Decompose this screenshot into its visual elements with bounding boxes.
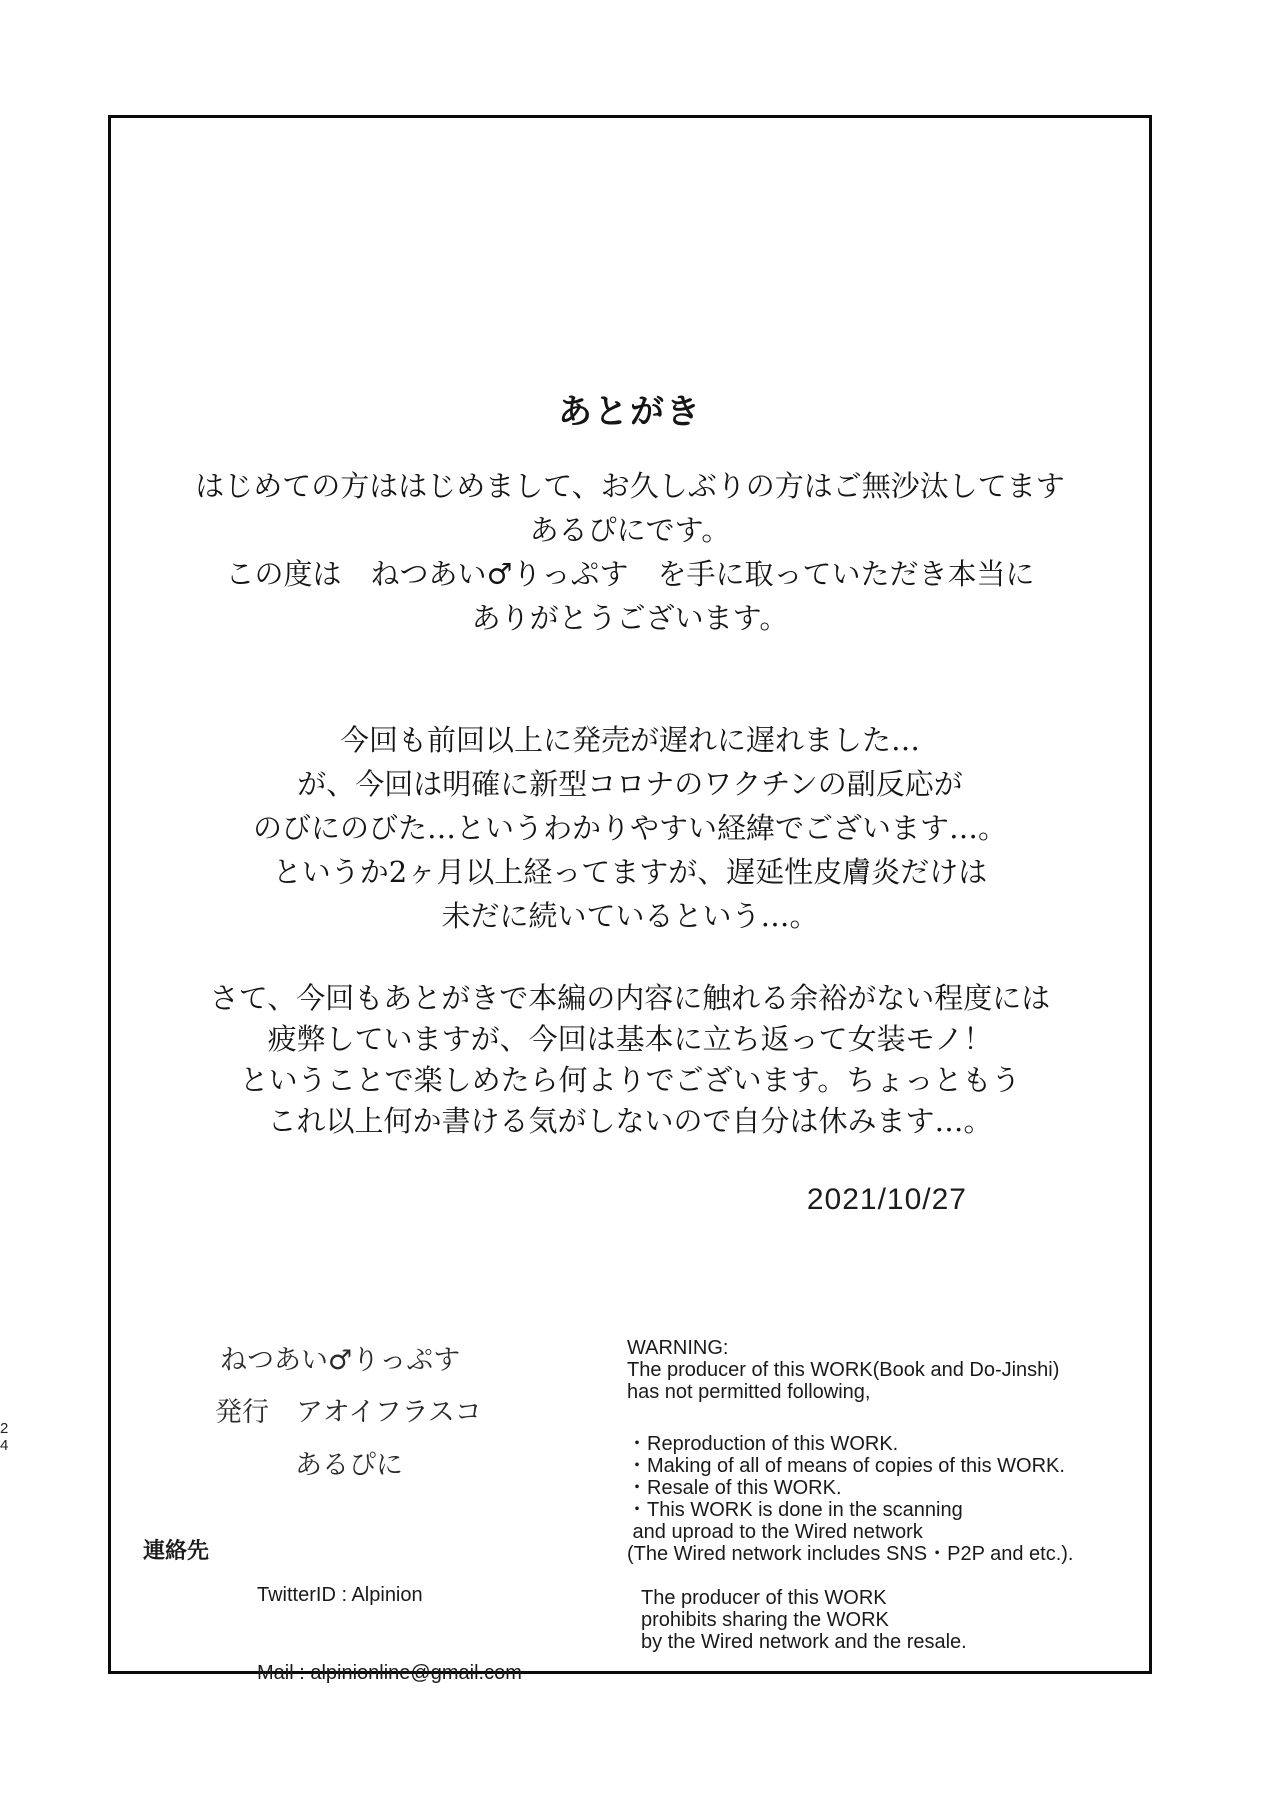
contact-twitter: TwitterID : Alpinion (257, 1584, 423, 1606)
date: 2021/10/27 (806, 1183, 967, 1216)
warning-line-1: The producer of this WORK(Book and Do-Jinshi) (627, 1359, 1060, 1381)
warning-bullet-list (627, 1433, 1073, 1565)
warning-intro (627, 1337, 1059, 1403)
middle-line-2: が、今回は明確に新型コロナのワクチンの副反応が (297, 767, 963, 801)
middle-line-5: 未だに続いているという…。 (441, 899, 819, 933)
middle-line-3: のびにのびた…というわかりやすい経緯でございます…。 (252, 811, 1007, 845)
warning-footer (641, 1587, 967, 1653)
closing-line-1: さて、今回もあとがきで本編の内容に触れる余裕がない程度には (209, 981, 1051, 1015)
warning-bullet-4: ・This WORK is done in the scanning (627, 1499, 963, 1521)
warning-footer-3: by the Wired network and the resale. (641, 1631, 967, 1653)
intro-line-3: この度は ねつあい♂りっぷす を手に取っていただき本当に (225, 557, 1035, 591)
middle-line-4: というか2ヶ月以上経ってますが、遅延性皮膚炎だけは (272, 855, 988, 889)
colophon-work-title: ねつあい♂りっぷす (220, 1345, 461, 1376)
page-border (108, 115, 1152, 1684)
intro-line-1: はじめての方ははじめまして、お久しぶりの方はご無沙汰してます (195, 469, 1065, 503)
warning-heading: WARNING: (627, 1337, 729, 1359)
warning-footer-1: The producer of this WORK (641, 1587, 887, 1609)
contact-mail: Mail : alpinionline@gmail.com (257, 1662, 522, 1684)
closing-line-3: ということで楽しめたら何よりでございます。ちょっともう (239, 1063, 1021, 1097)
closing-line-2: 疲弊していますが、今回は基本に立ち返って女装モノ！ (267, 1022, 993, 1056)
intro-line-2: あるぴにです。 (529, 513, 731, 547)
warning-bullet-2: ・Making of all of means of copies of this WORK. (627, 1455, 1065, 1477)
colophon-author: あるぴに (295, 1450, 403, 1481)
closing-line-4: これ以上何か書ける気がしないので自分は休みます…。 (267, 1104, 993, 1138)
warning-bullet-1: ・Reproduction of this WORK. (627, 1433, 899, 1455)
warning-bullet-6: (The Wired network includes SNS・P2P and etc.). (627, 1543, 1074, 1565)
warning-footer-2: prohibits sharing the WORK (641, 1609, 889, 1631)
afterword-title: あとがき (558, 392, 702, 432)
intro-line-4: ありがとうございます。 (471, 601, 789, 635)
page-number: 24 (0, 1420, 9, 1454)
contact-label: 連絡先 (143, 1538, 210, 1563)
middle-line-1: 今回も前回以上に発売が遅れに遅れました… (339, 723, 920, 757)
contact-block (257, 1530, 522, 1738)
warning-bullet-5: and uproad to the Wired network (627, 1521, 923, 1543)
colophon-publisher: 発行 アオイフラスコ (215, 1397, 482, 1428)
warning-line-2: has not permitted following, (627, 1381, 871, 1403)
warning-bullet-3: ・Resale of this WORK. (627, 1477, 842, 1499)
